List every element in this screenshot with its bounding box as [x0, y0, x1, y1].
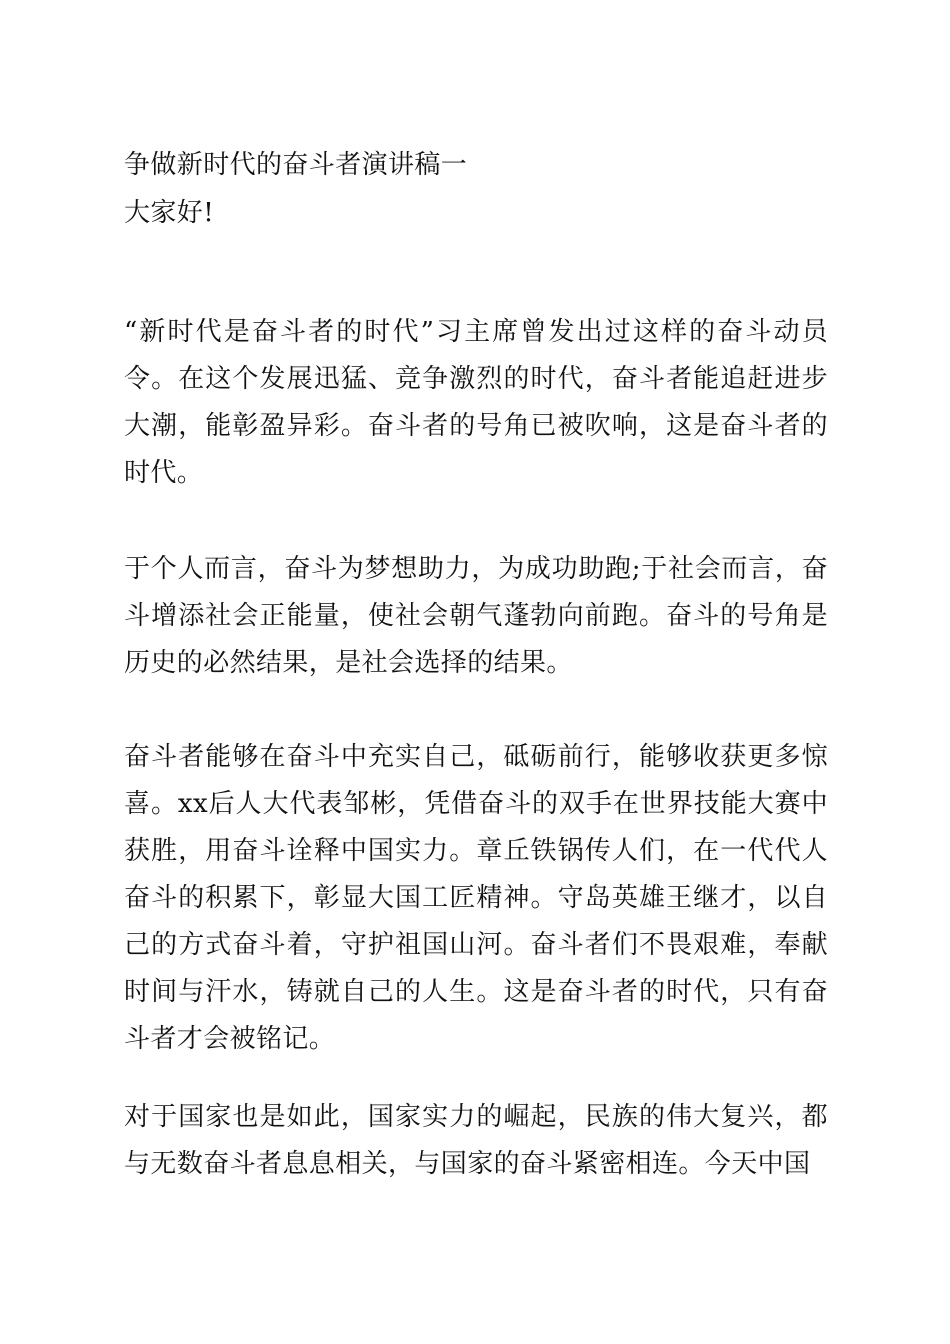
paragraph-2: 于个人而言，奋斗为梦想助力，为成功助跑;于社会而言，奋斗增添社会正能量，使社会朝气蓬勃向前跑。奋斗的号角是历史的必然结果，是社会选择的结果。 — [124, 554, 828, 678]
document-title: 争做新时代的奋斗者演讲稿一 — [124, 150, 468, 180]
paragraph-1: “新时代是奋斗者的时代”习主席曾发出过这样的奋斗动员令。在这个发展迅猛、竞争激烈的时代，奋斗者能追赶进步大潮，能彰盈异彩。奋斗者的号角已被吹响，这是奋斗者的时代。 — [124, 317, 828, 488]
greeting: 大家好! — [124, 198, 215, 228]
paragraph-4: 对于国家也是如此，国家实力的崛起，民族的伟大复兴，都与无数奋斗者息息相关，与国家的奋斗紧密相连。今天中国 — [124, 1102, 828, 1179]
paragraph-3: 奋斗者能够在奋斗中充实自己，砥砺前行，能够收获更多惊喜。xx后人大代表邹彬，凭借奋斗的双手在世界技能大赛中获胜，用奋斗诠释中国实力。章丘铁锅传人们，在一代代人奋斗的积累下，彰显大国工匠精神。守岛英雄王继才，以自己的方式奋斗着，守护祖国山河。奋斗者们不畏艰难，奉献时间与汗水，铸就自己的人生。这是奋斗者的时代，只有奋斗者才会被铭记。 — [124, 742, 828, 1054]
